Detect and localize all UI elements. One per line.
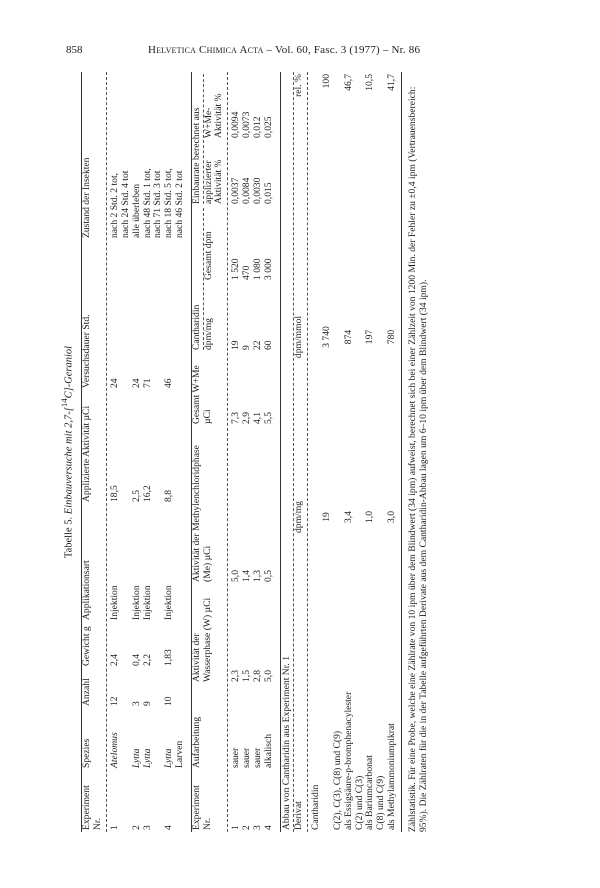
t2-cell-dpm: 3 000 (262, 258, 274, 280)
t1-cell-count: 9 (141, 701, 153, 706)
t1-h-state: Zustand der Insekten (81, 157, 93, 238)
t1-cell-weight: 0,4 (130, 654, 142, 666)
table2-row (264, 72, 275, 832)
volume-info: – Vol. 60, Fasc. 3 (1977) – Nr. 86 (263, 44, 421, 56)
t3-h-dpmmg: dpm/mg (293, 501, 305, 533)
t1-cell-weight: 2,2 (141, 654, 153, 666)
t3-cell-derivat: C(2), C(3), C(8) und C(9) (331, 730, 343, 830)
t2-cell-applied: 0,0030 (251, 177, 263, 204)
table1-header (82, 72, 104, 832)
running-head (148, 44, 420, 56)
t1-cell-app (175, 504, 186, 622)
t1-cell-nr (175, 770, 186, 832)
t2-cell-me: 1,4 (241, 570, 253, 582)
t1-h-species: Spezies (81, 738, 93, 768)
t2-cell-total: 7,3 (230, 412, 242, 424)
caption-title-end: C]-Geraniol (63, 345, 75, 399)
t1-h-exp: Experiment Nr. (81, 785, 104, 830)
footnote: Zählstatistik. Für eine Probe, welche eine Zählrate von 10 ipm über dem Blindwert (34 ipm) aufweist, berechnet sich bei einer Zählzeit von 1200 Min. der Fehler zu ±0,4 ipm (Vertrauensbereich: 95%). Die Zählraten für die in der Tabelle aufgeführten Derivate aus dem Cantharidin-Abbau lagen um 6–10 ipm über dem Blindwert (34 ipm). (406, 86, 430, 832)
table3-row-values (344, 72, 355, 832)
t1-cell-count: 3 (130, 701, 142, 706)
t1-cell-state: nach 46 Std. 2 tot (173, 170, 185, 238)
t1-cell-state: nach 2 Std. 2 tot, (109, 172, 121, 238)
t1-cell-app: Injektion (163, 585, 175, 620)
t1-cell-nr: 2 (130, 825, 142, 830)
t3-cell-rel: 100 (321, 74, 333, 89)
t2-cell-applied: 0,0084 (241, 177, 253, 204)
t2-h-wme: W+Me-Aktivität % (202, 93, 225, 138)
t1-cell-species: Atelomus (109, 732, 121, 768)
t3-h-rel: rel. % (293, 74, 305, 97)
t2-h-total: Gesamt W+Me µCi (190, 365, 213, 424)
t3-cell-derivat-form: als Methylammoniumpikrat (386, 723, 398, 830)
caption-label: Tabelle 5. (63, 516, 75, 559)
t1-cell-app: Injektion (109, 585, 121, 620)
t1-cell-app: Injektion (141, 585, 153, 620)
table1-row (175, 72, 186, 832)
t1-cell-state: nach 71 Std. 3 tot (152, 170, 164, 238)
t2-h-rate: Einbaurate berechnet aus (190, 107, 202, 204)
t2-cell-total: 4,1 (251, 412, 263, 424)
t2-cell-total: 2,9 (241, 412, 253, 424)
t1-cell-activity (153, 390, 164, 504)
t1-cell-duration (175, 240, 186, 390)
t2-h-applied: applizierter Aktivität % (202, 159, 225, 204)
t1-cell-state: nach 18 Std. 5 tot, (163, 168, 175, 238)
t2-cell-dpm: 1 520 (230, 258, 242, 280)
t2-cell-w: 1,5 (241, 670, 253, 682)
journal-name: Helvetica Chimica Acta (148, 44, 264, 56)
t2-cell-nr: 3 (251, 825, 263, 830)
t1-cell-nr (153, 770, 164, 832)
t2-cell-me: 1,3 (251, 570, 263, 582)
t1-cell-count (175, 668, 186, 708)
t3-cell-dpmmmol: 197 (364, 329, 376, 345)
t2-cell-dpmmg: 19 (230, 340, 242, 350)
t1-cell-count: 10 (163, 696, 175, 706)
t2-cell-workup: sauer (241, 747, 253, 768)
t2-cell-me: 5,0 (230, 570, 242, 582)
t2-cell-workup: alkalisch (262, 733, 274, 768)
table-caption (60, 72, 75, 832)
t3-cell-rel: 41,7 (386, 74, 398, 91)
bottom-rule (401, 72, 402, 832)
t1-cell-duration: 24 (130, 378, 142, 388)
t2-h-methylene: Aktivität der Methylenchloridphase (Me) µCi (190, 445, 213, 582)
t1-cell-species: Lytta (130, 748, 142, 768)
table-degradation (294, 72, 397, 832)
t3-cell-derivat: C(8) und C(9) (375, 775, 387, 830)
t3-cell-derivat: C(2) und C(3) (353, 775, 365, 830)
table3-row (355, 72, 366, 832)
t3-cell-dpmmg: 19 (321, 512, 333, 522)
table3-row-values (322, 72, 333, 832)
t2-cell-wme: 0,0073 (241, 111, 253, 138)
rotated-table-page (60, 72, 540, 832)
t2-cell-total: 5,5 (262, 412, 274, 424)
t2-cell-dpmmg: 22 (251, 340, 263, 350)
t1-cell-nr: 3 (141, 825, 153, 830)
t2-cell-w: 2,8 (251, 670, 263, 682)
table3-row (311, 72, 322, 832)
t1-cell-activity: 8,8 (163, 490, 175, 502)
t1-cell-duration: 46 (163, 378, 175, 388)
table2-header-1 (192, 72, 203, 832)
t1-cell-count: 12 (109, 696, 121, 706)
t2-cell-applied: 0,015 (262, 182, 274, 204)
t1-h-activity: Applizierte Aktivität µCi (81, 405, 93, 502)
t2-cell-applied: 0,0037 (230, 177, 242, 204)
t1-cell-nr: 4 (163, 825, 175, 830)
t2-cell-dpm: 1 080 (251, 258, 263, 280)
t2-h-dpmmg: dpm/mg (202, 318, 214, 350)
t2-cell-nr: 2 (241, 825, 253, 830)
t3-cell-derivat-form: als Bariumcarbonat (364, 755, 376, 830)
table3-row (376, 72, 387, 832)
t1-cell-species: Lytta (141, 748, 153, 768)
table1-row (132, 72, 143, 832)
t2-cell-workup: sauer (251, 747, 263, 768)
t1-cell-nr (121, 770, 132, 832)
t3-cell-dpmmmol: 3 740 (321, 326, 333, 348)
t1-h-app: Applikationsart (81, 560, 93, 620)
t3-title: Abbau von Cantharidin aus Experiment Nr. 1 (280, 656, 292, 830)
page-number: 858 (66, 44, 83, 56)
t2-cell-dpm: 470 (241, 265, 253, 280)
table3-row-values (365, 72, 376, 832)
t1-cell-duration: 71 (141, 378, 153, 388)
t2-cell-wme: 0,0094 (230, 111, 242, 138)
t3-cell-dpmmg: 3,4 (342, 511, 354, 523)
t2-header-rule (227, 72, 228, 832)
t1-cell-duration (121, 240, 132, 390)
t3-cell-derivat: Cantharidin (310, 784, 322, 830)
t2-cell-w: 2,3 (230, 670, 242, 682)
t2-cell-me: 0,5 (262, 570, 274, 582)
table3-header (294, 72, 305, 832)
t1-cell-species: Larven (173, 740, 185, 768)
t3-h-dpmmmol: dpm/mmol (293, 315, 305, 359)
t1-cell-state: nach 48 Std. 1 tot, (141, 168, 153, 238)
t1-cell-activity: 18,5 (109, 485, 121, 502)
t3-cell-derivat-form: als Essigsäure-p-bromphenacylester (342, 691, 354, 830)
t1-cell-activity: 16,2 (141, 485, 153, 502)
table-experiments (82, 72, 185, 832)
t2-cell-nr: 1 (230, 825, 242, 830)
t2-cell-dpmmg: 9 (241, 345, 253, 350)
t1-cell-activity (175, 390, 186, 504)
t3-cell-dpmmg: 3,0 (386, 511, 398, 523)
t3-h-derivat: Derivat (293, 801, 305, 830)
t3-cell-rel: 10,5 (364, 74, 376, 91)
t2-h-gesamt: Gesamt dpm (202, 231, 214, 280)
t1-cell-duration (153, 240, 164, 390)
t1-h-count: Anzahl (81, 678, 93, 706)
t1-cell-species: Lytta (163, 748, 175, 768)
t1-cell-state: nach 24 Std. 4 tot (119, 170, 131, 238)
t2-h-canth: Cantharidin (190, 304, 202, 350)
t2-cell-wme: 0,012 (251, 116, 263, 138)
t1-cell-app: Injektion (130, 585, 142, 620)
t2-cell-workup: sauer (230, 747, 242, 768)
t3-cell-dpmmg: 1,0 (364, 511, 376, 523)
t1-header-rule (106, 72, 107, 832)
t1-cell-weight (175, 622, 186, 668)
t2-cell-wme: 0,025 (262, 116, 274, 138)
table3-row-values (387, 72, 398, 832)
caption-isotope: 14 (59, 398, 69, 408)
t3-cell-rel: 46,7 (342, 74, 354, 91)
table-activities (192, 72, 275, 832)
t1-cell-weight: 2,4 (109, 654, 121, 666)
t2-cell-dpmmg: 60 (262, 340, 274, 350)
t3-cell-dpmmmol: 780 (386, 329, 398, 345)
t1-h-duration: Versuchsdauer Std. (81, 314, 93, 388)
t1-cell-weight: 1,83 (163, 649, 175, 666)
t1-cell-activity (121, 390, 132, 504)
t2-h-workup: Aufarbeitung (190, 716, 202, 768)
t2-cell-w: 5,0 (262, 670, 274, 682)
t2-h-exp: Experiment Nr. (190, 785, 213, 830)
t1-cell-state: alle überleben (130, 183, 142, 238)
caption-title: Einbauversuche mit 2,7-[ (63, 407, 75, 515)
t3-header-rule (307, 72, 308, 832)
t1-cell-duration: 24 (109, 378, 121, 388)
t2-h-water: Aktivität der Wasserphase (W) µCi (190, 597, 213, 682)
t1-h-weight: Gewicht g (81, 626, 93, 666)
t1-cell-nr: 1 (109, 825, 121, 830)
t3-cell-dpmmmol: 874 (342, 329, 354, 345)
t2-cell-nr: 4 (262, 825, 274, 830)
t1-cell-activity: 2,5 (130, 490, 142, 502)
